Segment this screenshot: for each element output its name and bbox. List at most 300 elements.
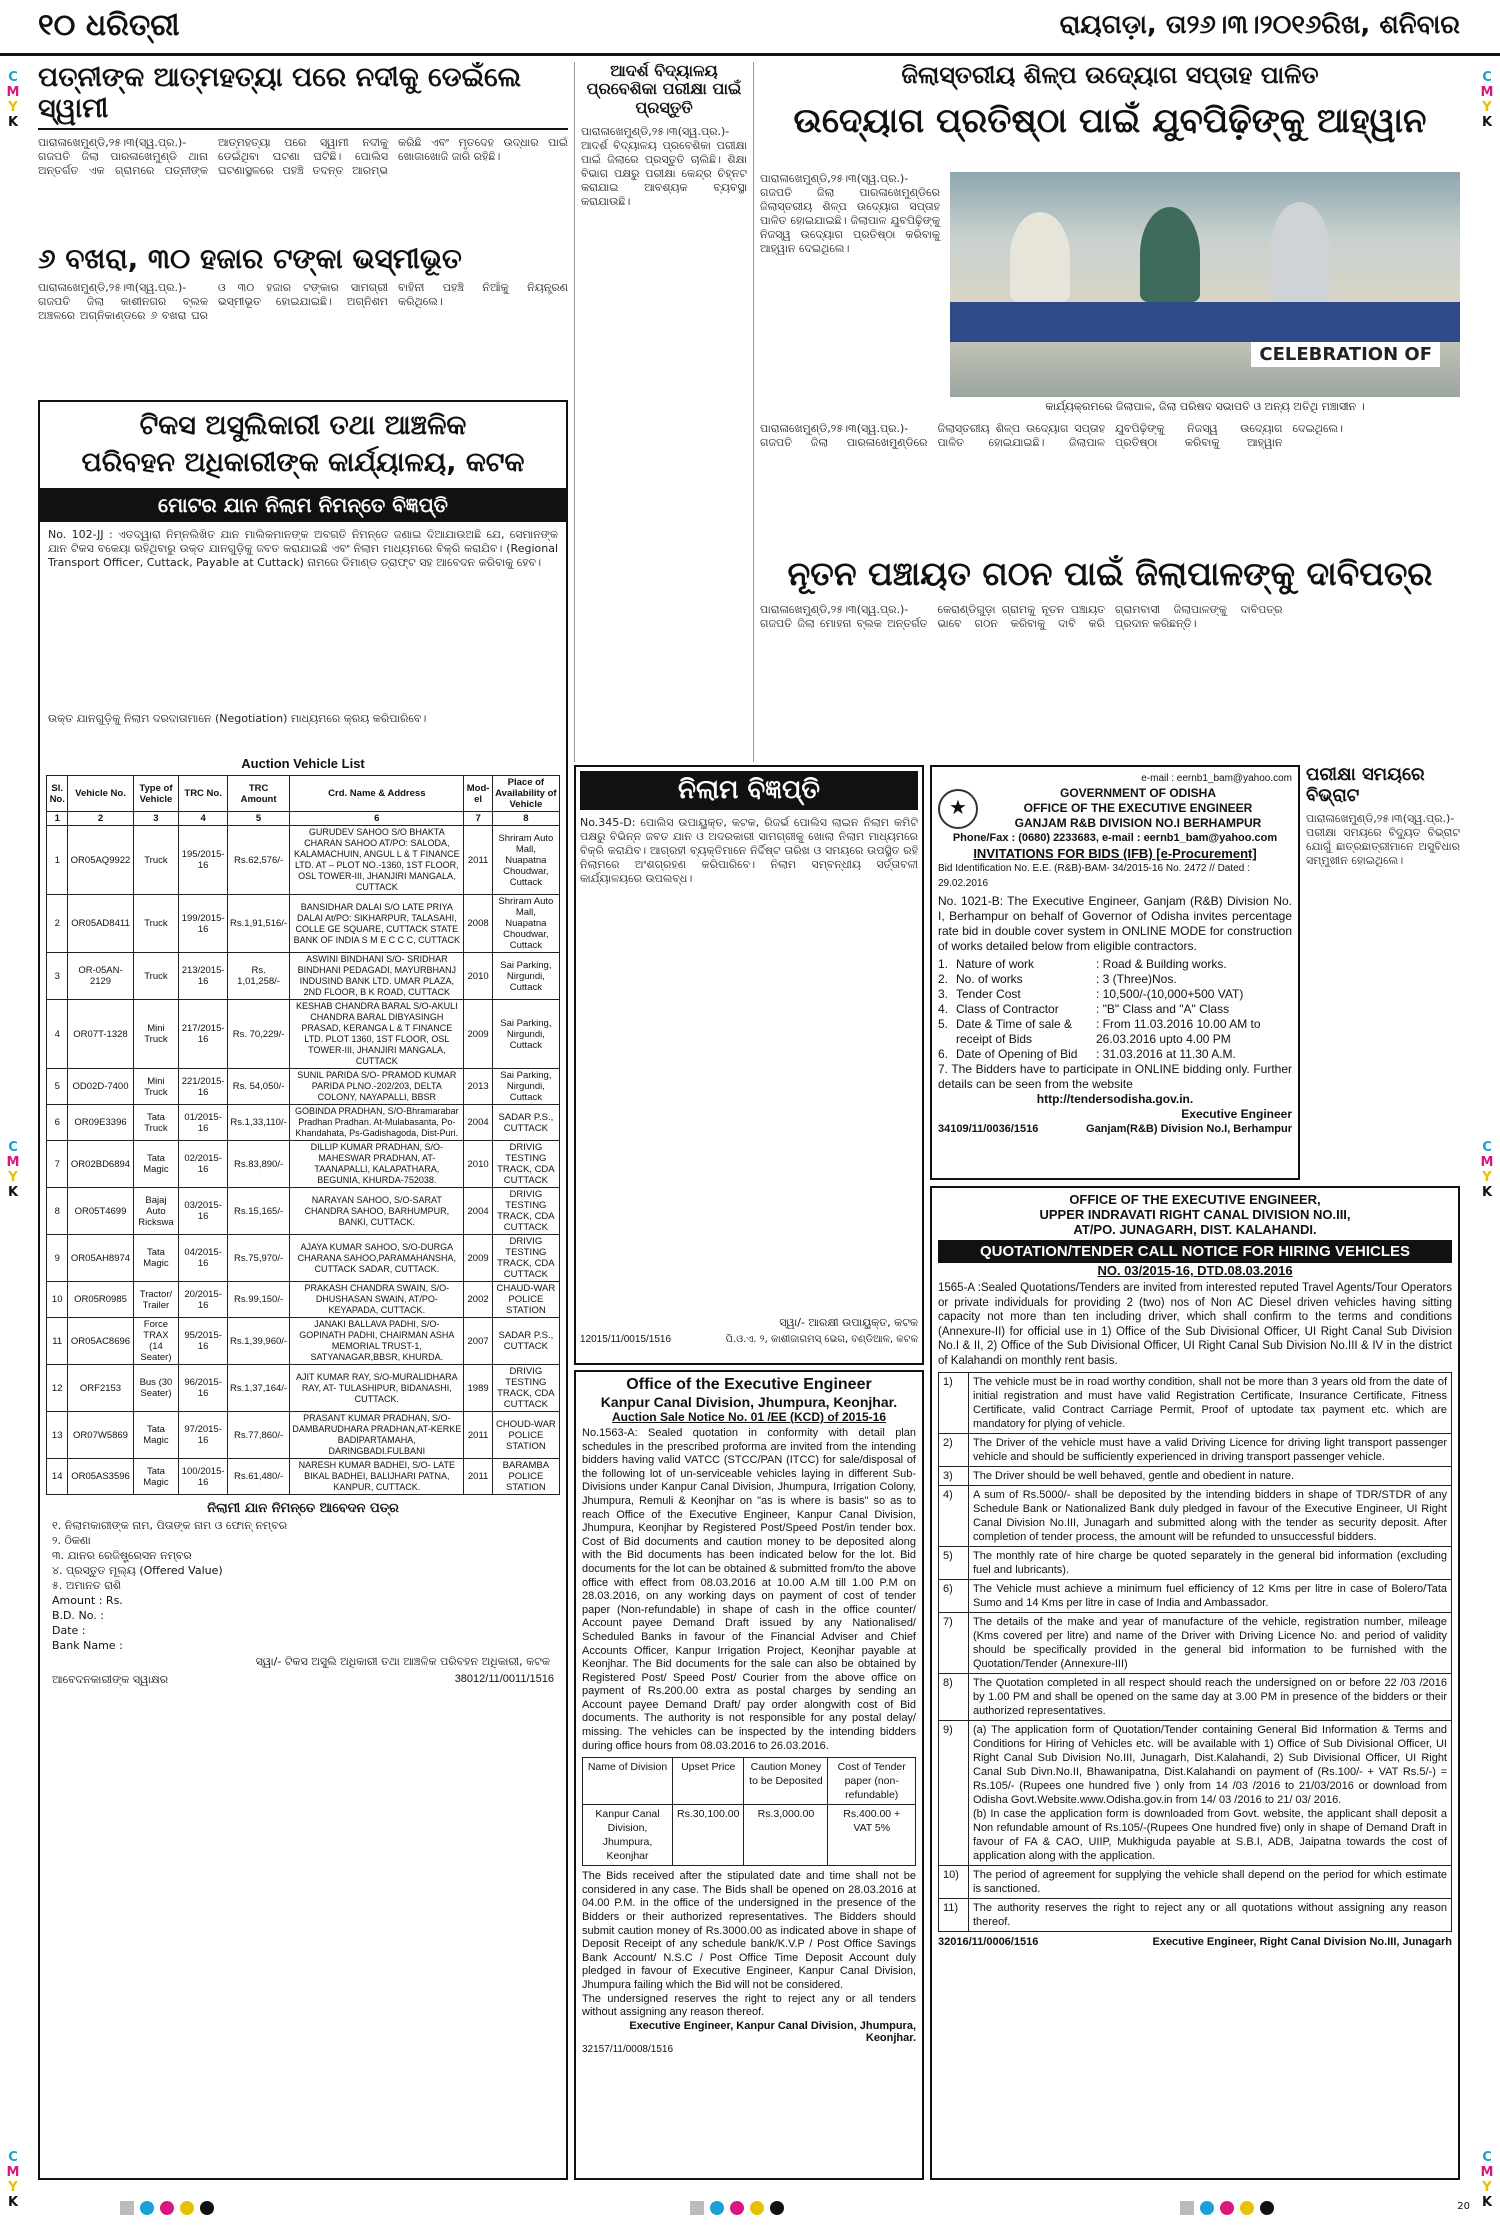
condition-text: The Driver should be well behaved, gentle and obedient in nature. [969,1467,1452,1486]
item-value: : Road & Building works. [1096,957,1227,971]
headline: ନୂତନ ପଞ୍ଚାୟତ ଗଠନ ପାଇଁ ଜିଲାପାଳଙ୍କୁ ଦାବିପତ୍ର [787,555,1433,593]
column-number: 7 [464,812,492,826]
column-number: 2 [68,812,133,826]
phone: Phone/Fax : (0680) 2233683, e-mail : eernb1_bam@yahoo.com [952,832,1278,844]
ad-title: ନିଲାମ ବିଜ୍ଞପ୍ତି [580,771,918,810]
table-cell: OR05R0985 [68,1282,133,1318]
table-cell: ASWINI BINDHANI S/O- SRIDHAR BINDHANI PEDAGADI, MAYURBHANJ INDUSIND BANK LTD. UMAR PLAZA, 2ND FLOOR, B K ROAD, CUTTACK [290,953,464,1000]
condition-text: The vehicle must be in road worthy condition, shall not be more than 3 years old from the date of initial registration and must have valid Registration Certificate, Insurance Certificate, Fitness Certificate, valid Contract Carriage Permit, Proof of uptodate tax payment etc. which are mandatory for plying of vehicle. [969,1373,1452,1434]
item-value: : 3 (Three)Nos. [1096,972,1177,986]
column-header: Upset Price [673,1758,744,1805]
corner-number: 20 [1457,2201,1470,2212]
table-cell: 2009 [464,1000,492,1069]
ad-ref: 32016/11/0006/1516 [938,1936,1039,1948]
item-number: 5. [938,1017,949,1031]
condition-text: The Vehicle must achieve a minimum fuel efficiency of 12 Kms per litre in case of Bolero/Tata Sumo and 14 Kms per litre in case of India and Ambassador. [969,1580,1452,1613]
table-cell: DRIVIG TESTING TRACK, CDA CUTTACK [492,1188,559,1235]
form-title: ନିଲାମୀ ଯାନ ନିମନ୍ତେ ଆବେଦନ ପତ୍ର [207,1501,399,1517]
form-field: ୨. ଠିକଣା [52,1534,91,1548]
table-row [47,1141,560,1188]
item-label: Tender Cost [956,987,1021,1001]
table-cell: Rs.77,860/- [227,1412,289,1459]
headline: ୬ ବଖରା, ୩୦ ହଜାର ଟଙ୍କା ଭସ୍ମୀଭୂତ [38,243,462,275]
item-label: No. of works [956,972,1023,986]
table-row [47,1188,560,1235]
table-cell: ORF2153 [68,1365,133,1412]
closing-text: The Bids received after the stipulated date and time shall not be considered in any case. The Bids shall be opened on 28.03.2016 at 04.00 P.M. in the office of the undersigned in the presence of the Bidders or their authorized representatives. The Bidders should submit caution money of Rs.3000.00 as indicated above in shape of Deposit Receipt of any schedule bank/K.V.P / Post Office Savings Bank Account/ N.S.C / Post Office Time Deposit Account duly pledged in favour of Executive Engineer, Kanpur Canal Division, Jhumpura failing which the Bid will not be considered. [582,1870,916,1991]
table-row [47,1069,560,1105]
article-body: ପାରାଳାଖେମୁଣ୍ଡି,୨୫।୩(ସ୍ୱ.ପ୍ର.)- ଗଜପତି ଜିଲା ମୋହନା ବ୍ଲକ ଅନ୍ତର୍ଗତ କେରାଣ୍ଡିଗୁଡ଼ା ଗ୍ରାମକୁ ନୂତନ ପଞ୍ଚାୟତ ଭାବେ ଗଠନ କରିବାକୁ ଦାବି କରି ଗ୍ରାମବାସୀ ଜିଲାପାଳଙ୍କୁ ଦାବିପତ୍ର ପ୍ରଦାନ କରିଛନ୍ତି। [760,602,1283,630]
table-cell: OR07T-1328 [68,1000,133,1069]
column-header: Place of Availability of Vehicle [492,776,559,812]
tender-title: QUOTATION/TENDER CALL NOTICE FOR HIRING VEHICLES [938,1240,1452,1263]
ad-motor-vehicle-auction [38,400,568,2180]
ad-junagarh-tender [930,1186,1460,2180]
table-row [47,1282,560,1318]
table-cell: Rs.30,100.00 [673,1805,744,1866]
table-cell: AJIT KUMAR RAY, S/O-MURALIDHARA RAY, AT- TULASHIPUR, BIDANASHI, CUTTACK. [290,1365,464,1412]
condition-row [939,1434,1452,1467]
ad-title-line2: ପରିବହନ ଅଧିକାରୀଙ୍କ କାର୍ଯ୍ୟାଳୟ, କଟକ [81,447,525,479]
applicant-signature-label: ଆବେଦନକାରୀଙ୍କ ସ୍ୱାକ୍ଷର [52,1673,169,1687]
ifb-intro: No. 1021-B: The Executive Engineer, Ganjam (R&B) Division No. I, Berhampur on behalf of Governor of Odisha invites percentage rate bid in double cover system in ONLINE MODE for construction of works detailed below from eligible contractors. [938,894,1292,953]
condition-number: 1) [939,1373,969,1434]
condition-row [939,1866,1452,1899]
ad-ref: 12015/11/0015/1516 [580,1334,672,1345]
article-body: ପାରାଳାଖେମୁଣ୍ଡି,୨୫।୩(ସ୍ୱ.ପ୍ର.)- ପରୀକ୍ଷା ସମୟରେ ବିଦ୍ୟୁତ ବିଭ୍ରାଟ ଯୋଗୁଁ ଛାତ୍ରଛାତ୍ରୀମାନେ ଅସୁବିଧାର ସମ୍ମୁଖୀନ ହୋଇଥିଲେ। [1306,812,1460,868]
photo-banner: CELEBRATION OF [1251,342,1440,367]
column-header: Cost of Tender paper (non-refundable) [828,1758,916,1805]
table-cell: 96/2015-16 [179,1365,228,1412]
table-cell: 213/2015-16 [179,953,228,1000]
kicker: ଜିଲାସ୍ତରୀୟ ଶିଳ୍ପ ଉଦ୍ୟୋଗ ସପ୍ତାହ ପାଳିତ [901,62,1319,89]
website-link[interactable]: http://tendersodisha.gov.in. [1036,1092,1194,1106]
column-number: 5 [227,812,289,826]
notice-number: Auction Sale Notice No. 01 /EE (KCD) of 2015-16 [611,1410,887,1424]
form-field: Bank Name : [52,1639,123,1653]
table-cell: JANAKI BALLAVA PADHI, S/O-GOPINATH PADHI, CHAIRMAN ASHA MEMORIAL TRUST-1, SATYANAGAR,BBSR, KHURDA. [290,1318,464,1365]
table-cell: 2011 [464,1412,492,1459]
article-exam-disruption [1306,765,1460,1180]
column-header: Name of Division [583,1758,673,1805]
table-cell: NARESH KUMAR BADHEI, S/O- LATE BIKAL BADHEI, BALIJHARI PATNA, KANPUR, CUTTACK. [290,1459,464,1495]
table-cell: Rs.400.00 + VAT 5% [828,1805,916,1866]
table-cell: Truck [133,895,179,953]
table-cell: Rs.15,165/- [227,1188,289,1235]
item-number: 4. [938,1002,949,1016]
table-cell: 02/2015-16 [179,1141,228,1188]
headline: ଉଦ୍ୟୋଗ ପ୍ରତିଷ୍ଠା ପାଇଁ ଯୁବପିଢ଼ିଙ୍କୁ ଆହ୍ୱାନ [793,100,1427,141]
office: OFFICE OF THE EXECUTIVE ENGINEER [1023,801,1253,815]
condition-number: 11) [939,1899,969,1932]
ad-subtitle: ମୋଟର ଯାନ ନିଲାମ ନିମନ୍ତେ ବିଜ୍ଞପ୍ତି [40,488,566,522]
ad-body: No.345-D: ପୋଲିସ ଉପାୟୁକ୍ତ, କଟକ, ରିଜର୍ଭ ପୋଲିସ ଲାଇନ ନିଲାମ କମିଟି ପକ୍ଷରୁ ବିଭିନ୍ନ ଜବତ ଯାନ ଓ ଅଦରକାରୀ ସାମଗ୍ରୀକୁ ଖୋଲା ନିଲାମ ମାଧ୍ୟମରେ ବିକ୍ରି କରାଯିବ। ଆଗ୍ରହୀ ବ୍ୟକ୍ତିମାନେ ନିର୍ଦ୍ଦିଷ୍ଟ ତାରିଖ ଓ ସମୟରେ ଉପସ୍ଥିତ ରହି ନିଲାମରେ ଅଂଶଗ୍ରହଣ କରିପାରିବେ। ନିଲାମ ସମ୍ବନ୍ଧୀୟ ସର୍ତ୍ତାବଳୀ କାର୍ଯ୍ୟାଳୟରେ ଉପଲବ୍ଧ। [580,816,918,885]
item-number: 2. [938,972,949,986]
table-cell: OR05T4699 [68,1188,133,1235]
table-cell: 12 [47,1365,68,1412]
table-cell: 97/2015-16 [179,1412,228,1459]
item-number: 1. [938,957,949,971]
table-row [47,1105,560,1141]
table-cell: 7 [47,1141,68,1188]
column-number: 3 [133,812,179,826]
form-field: Date : [52,1624,86,1638]
page-number: ୧୦ ଧରିତ୍ରୀ [38,8,180,43]
table-cell: SUNIL PARIDA S/O- PRAMOD KUMAR PARIDA PLNO.-202/203, DELTA COLONY, NAYAPALLI, BBSR [290,1069,464,1105]
table-cell: 13 [47,1412,68,1459]
condition-number: 9) [939,1721,969,1866]
table-cell: OD02D-7400 [68,1069,133,1105]
ifb-item [938,957,1292,972]
table-cell: BANSIDHAR DALAI S/O LATE PRIYA DALAI At/PO: SIKHARPUR, TALASAHI, COLLE GE SQUARE, CUTTACK STATE BANK OF INDIA S M E C C C, CUTTACK [290,895,464,953]
dateline: ରାୟଗଡ଼ା, ତା୨୬।୩।୨୦୧୬ରିଖ, ଶନିବାର [1059,10,1460,40]
signature: ସ୍ୱା/- ଆରକ୍ଷୀ ଉପାୟୁକ୍ତ, କଟକ [779,1316,918,1329]
form-field: ୩. ଯାନର ରେଜିଷ୍ଟ୍ରେସନ ନମ୍ବର [52,1549,192,1563]
item-label: Class of Contractor [956,1002,1059,1016]
division: Kanpur Canal Division, Jhumpura, Keonjhar. [600,1394,898,1410]
table-cell: Tata Magic [133,1459,179,1495]
item-number: 6. [938,1047,949,1061]
column-header: Mod-el [464,776,492,812]
table-cell: 14 [47,1459,68,1495]
ad-title: Office of the Executive Engineer [626,1376,872,1393]
ad-footer: Ganjam(R&B) Division No.I, Berhampur [1086,1123,1292,1135]
table-cell: Rs.3,000.00 [744,1805,828,1866]
event-photo [950,172,1460,397]
condition-text: (a) The application form of Quotation/Tender containing General Bid Information & Terms and Conditions for Hiring of Vehicles etc. will be available with 1) Office of Sub Divisional Officer, UI Right Canal Sub Division No.III, Junagarh, Dist.Kalahandi, 2) Sub Divisional Officer, UI Right Canal Sub Divn.No.II, Bhawanipatna, Dist.Kalahandi on payment of (Rs.100/- + VAT Rs.5/-) = Rs.105/- (Rupees one hundred five ) only from 14 /03 /2016 to 21/03/2016 or download from Odisha Govt.Website.www.Odisha.gov.in from 14/ 03 /2016 to 21/ 03/ 2016. (b) In case the application form is downloaded from Govt. website, the applicant shall deposit a Non refundable amount of Rs.105/-(Rupees One hundred five) only in shape of Demand Draft in favour of FA & CAO, UIIP, Mukhiguda payable at S.B.I, ADB, Jaipatna towards the cost of application along with the application. [969,1721,1452,1866]
ad-address: ପି.ଓ.ଏ. ୨, କାଶୀଜାଗମସ୍ ଭେଗ, ବଣ୍ଡିଆଳ, କଟକ [725,1334,918,1345]
article-new-panchayat [760,555,1460,755]
table-cell: 6 [47,1105,68,1141]
article-body: ପାରାଳାଖେମୁଣ୍ଡି,୨୫।୩(ସ୍ୱ.ପ୍ର.)- ଗଜପତି ଜିଲା ପାରଳାଖେମୁଣ୍ଡି ଥାନା ଅନ୍ତର୍ଗତ ଏକ ଗ୍ରାମରେ ପତ୍ନୀଙ୍କ ଆତ୍ମହତ୍ୟା ପରେ ସ୍ୱାମୀ ନଦୀକୁ ଡେଇଁଥିବା ଘଟଣା ଘଟିଛି। ପୋଲିସ ଘଟଣାସ୍ଥଳରେ ପହଞ୍ଚି ତଦନ୍ତ ଆରମ୍ଭ କରିଛି ଏବଂ ମୃତଦେହ ଉଦ୍ଧାର ପାଇଁ ଖୋଜାଖୋଜି ଜାରି ରହିଛି। [38,136,568,178]
column-header: Caution Money to be Deposited [744,1758,828,1805]
condition-number: 3) [939,1467,969,1486]
table-cell: Rs. 1,01,258/- [227,953,289,1000]
column-header: Sl. No. [47,776,68,812]
table-cell: OR05AH8974 [68,1235,133,1282]
table-cell: 2004 [464,1188,492,1235]
item-value: : 31.03.2016 at 11.30 A.M. [1096,1047,1236,1061]
signer: Executive Engineer, Kanpur Canal Division, Jhumpura, Keonjhar. [629,2019,916,2044]
table-cell: NARAYAN SAHOO, S/O-SARAT CHANDRA SAHOO, BARHUMPUR, BANKI, CUTTACK. [290,1188,464,1235]
table-cell: Rs.1,39,960/- [227,1318,289,1365]
condition-row [939,1899,1452,1932]
table-cell: CHAUD-WAR POLICE STATION [492,1282,559,1318]
table-cell: Tata Truck [133,1105,179,1141]
table-cell: 2008 [464,895,492,953]
tender-intro: 1565-A :Sealed Quotations/Tenders are invited from interested reputed Travel Agents/Tour Operators or private individuals for providing 2 (two) nos of Non AC Diesel driven vehicles having sitting capacity not more than ten including driver, which shall confirm to the terms and conditions (Annexure-II) for official use in 1) Office of the Sub Divisional Officer, UI Right Canal Sub Division No.I & II, 2) Office of the Sub Divisional Officer, UI Right Canal Sub Division No.III & IV in the district of Kalahandi on monthly rent basis. [938,1282,1452,1367]
condition-row [939,1547,1452,1580]
table-cell: 2011 [464,826,492,895]
table-cell: Rs.61,480/- [227,1459,289,1495]
condition-row [939,1721,1452,1866]
table-row [47,826,560,895]
table-cell: Kanpur Canal Division, Jhumpura, Keonjhar [583,1805,673,1866]
table-cell: SADAR P.S., CUTTACK [492,1318,559,1365]
condition-row [939,1613,1452,1674]
print-color-bars [0,2195,1500,2225]
condition-row [939,1486,1452,1547]
government: GOVERNMENT OF ODISHA [1059,786,1216,800]
table-cell: Rs.1,33,110/- [227,1105,289,1141]
table-cell: BARAMBA POLICE STATION [492,1459,559,1495]
note7: 7. The Bidders have to participate in ONLINE bidding only. Further details can be seen from the website [938,1062,1292,1091]
item-label: Date of Opening of Bid [956,1047,1078,1061]
address: AT/PO. JUNAGARH, DIST. KALAHANDI. [1073,1222,1317,1237]
table-title: Auction Vehicle List [241,756,365,772]
table-cell: Rs.75,970/- [227,1235,289,1282]
table-cell: 04/2015-16 [179,1235,228,1282]
condition-number: 7) [939,1613,969,1674]
column-header: Vehicle No. [68,776,133,812]
table-cell: PRAKASH CHANDRA SWAIN, S/O-DHUSHASAN SWAIN, AT/PO-KEYAPADA, CUTTACK. [290,1282,464,1318]
email: e-mail : eernb1_bam@yahoo.com [1141,773,1292,784]
form-field: ୪. ପ୍ରସ୍ତୁତ ମୂଲ୍ୟ (Offered Value) [52,1564,223,1578]
ifb-item [938,1002,1292,1017]
table-cell: Tata Magic [133,1141,179,1188]
article-body: ପାରାଳାଖେମୁଣ୍ଡି,୨୫।୩(ସ୍ୱ.ପ୍ର.)- ଗଜପତି ଜିଲା ପାରଳାଖେମୁଣ୍ଡିରେ ଜିଲାସ୍ତରୀୟ ଶିଳ୍ପ ଉଦ୍ୟୋଗ ସପ୍ତାହ ପାଳିତ ହୋଇଯାଇଛି। ଜିଲାପାଳ ଯୁବପିଢ଼ିଙ୍କୁ ନିଜସ୍ୱ ଉଦ୍ୟୋଗ ପ୍ରତିଷ୍ଠା କରିବାକୁ ଆହ୍ୱାନ ଦେଇଥିଲେ। [760,172,940,255]
table-row [47,1318,560,1365]
form-field: ୧. ନିଲାମକାରୀଙ୍କ ନାମ, ପିତାଙ୍କ ନାମ ଓ ଫୋନ୍ ନମ୍ବର [52,1519,288,1533]
table-cell: 01/2015-16 [179,1105,228,1141]
table-cell: Sai Parking, Nirgundi, Cuttack [492,1069,559,1105]
article-body: ପାରାଳାଖେମୁଣ୍ଡି,୨୫।୩(ସ୍ୱ.ପ୍ର.)- ଆଦର୍ଶ ବିଦ୍ୟାଳୟ ପ୍ରବେଶିକା ପରୀକ୍ଷା ପାଇଁ ଜିଲାରେ ପ୍ରସ୍ତୁତି ଚାଲିଛି। ଶିକ୍ଷା ବିଭାଗ ପକ୍ଷରୁ ପରୀକ୍ଷା କେନ୍ଦ୍ର ଚିହ୍ନଟ କରାଯାଇ ଆବଶ୍ୟକ ବ୍ୟବସ୍ଥା କରାଯାଉଛି। [581,125,747,209]
table-cell: 2009 [464,1235,492,1282]
table-cell: 4 [47,1000,68,1069]
table-cell: Tata Magic [133,1235,179,1282]
registration-mark: C M Y K [1480,1140,1494,1200]
table-cell: OR05AQ9922 [68,826,133,895]
table-cell: 2007 [464,1318,492,1365]
condition-text: The authority reserves the right to reject any or all quotations without assigning any reason thereof. [969,1899,1452,1932]
condition-text: The monthly rate of hire charge be quoted separately in the general bid information (excluding fuel and lubricants). [969,1547,1452,1580]
column-header: Type of Vehicle [133,776,179,812]
item-value: : From 11.03.2016 10.00 AM to 26.03.2016 upto 4.00 PM [1096,1017,1261,1046]
table-cell: Bus (30 Seater) [133,1365,179,1412]
registration-mark: C M Y K [6,70,20,130]
division: UPPER INDRAVATI RIGHT CANAL DIVISION NO.III, [1039,1207,1351,1222]
column-header: Crd. Name & Address [290,776,464,812]
table-cell: 199/2015-16 [179,895,228,953]
table-cell: Rs.99,150/- [227,1282,289,1318]
table-cell: OR-05AN-2129 [68,953,133,1000]
table-cell: DILLIP KUMAR PRADHAN, S/O-MAHESWAR PRADHAN, AT- TAANAPALLI, KALAPATHARA, BEGUNIA, KHURDA-752038. [290,1141,464,1188]
article-body-continued: ପାରାଳାଖେମୁଣ୍ଡି,୨୫।୩(ସ୍ୱ.ପ୍ର.)- ଗଜପତି ଜିଲା ପାରଳାଖେମୁଣ୍ଡିରେ ଜିଲାସ୍ତରୀୟ ଶିଳ୍ପ ଉଦ୍ୟୋଗ ସପ୍ତାହ ପାଳିତ ହୋଇଯାଇଛି। ଜିଲାପାଳ ଯୁବପିଢ଼ିଙ୍କୁ ନିଜସ୍ୱ ଉଦ୍ୟୋଗ ପ୍ରତିଷ୍ଠା କରିବାକୁ ଆହ୍ୱାନ ଦେଇଥିଲେ। [760,422,1343,449]
table-cell: Tractor/ Trailer [133,1282,179,1318]
table-cell: Mini Truck [133,1000,179,1069]
table-cell: 9 [47,1235,68,1282]
table-cell: OR09E3396 [68,1105,133,1141]
registration-mark: C M Y K [1480,70,1494,130]
auction-vehicle-table [46,775,560,1495]
table-cell: OR05AD8411 [68,895,133,953]
condition-number: 10) [939,1866,969,1899]
ad-nilam-notice [574,765,924,1365]
table-cell: Rs.1,37,164/- [227,1365,289,1412]
table-cell: AJAYA KUMAR SAHOO, S/O-DURGA CHARANA SAHOO,PARAMAHANSHA, CUTTACK SADAR, CUTTACK. [290,1235,464,1282]
office: OFFICE OF THE EXECUTIVE ENGINEER, [1069,1192,1321,1207]
table-cell: 2010 [464,953,492,1000]
division: GANJAM R&B DIVISION NO.I BERHAMPUR [1014,816,1262,830]
column-header: TRC Amount [227,776,289,812]
ifb-item [938,1017,1292,1047]
table-row [47,1365,560,1412]
table-cell: Mini Truck [133,1069,179,1105]
table-cell: DRIVIG TESTING TRACK, CDA CUTTACK [492,1365,559,1412]
table-cell: OR02BD6894 [68,1141,133,1188]
condition-number: 6) [939,1580,969,1613]
table-cell: Rs.83,890/- [227,1141,289,1188]
ad-ref: 34109/11/0036/1516 [938,1123,1039,1135]
column-number: 8 [492,812,559,826]
article-industry-week [760,62,1460,552]
item-value: : 10,500/-(10,000+500 VAT) [1096,987,1244,1001]
column-number: 6 [290,812,464,826]
table-cell: 95/2015-16 [179,1318,228,1365]
photo-caption: କାର୍ଯ୍ୟକ୍ରମରେ ଜିଲାପାଳ, ଜିଲା ପରିଷଦ ସଭାପତି ଓ ଅନ୍ୟ ଅତିଥି ମଞ୍ଚାସୀନ । [1045,400,1365,413]
registration-mark: C M Y K [6,1140,20,1200]
table-cell: 2 [47,895,68,953]
table-cell: 10 [47,1282,68,1318]
column-number: 1 [47,812,68,826]
table-cell: 20/2015-16 [179,1282,228,1318]
table-cell: Rs. 54,050/- [227,1069,289,1105]
article-body: ପାରାଳାଖେମୁଣ୍ଡି,୨୫।୩(ସ୍ୱ.ପ୍ର.)- ଗଜପତି ଜିଲା କାଶୀନଗର ବ୍ଲକ ଅଞ୍ଚଳରେ ଅଗ୍ନିକାଣ୍ଡରେ ୬ ବଖରା ଘର ଓ ୩୦ ହଜାର ଟଙ୍କାର ସାମଗ୍ରୀ ଭସ୍ମୀଭୂତ ହୋଇଯାଇଛି। ଅଗ୍ନିଶମ ବାହିନୀ ପହଞ୍ଚି ନିଆଁକୁ ନିୟନ୍ତ୍ରଣ କରିଥିଲେ। [38,281,568,323]
table-cell: 11 [47,1318,68,1365]
condition-row [939,1580,1452,1613]
item-label: Nature of work [956,957,1035,971]
table-cell: GURUDEV SAHOO S/O BHAKTA CHARAN SAHOO AT/PO: SALODA, KALAMACHUIN, ANGUL L & T FINANCE LTD. AT – PLOT NO.-1360, 1ST FLOOR, OSL TOWER-III, JHANJIRI MANGALA, CUTTACK [290,826,464,895]
bidder-note: ଉକ୍ତ ଯାନଗୁଡ଼ିକୁ ନିଲାମ ଦରଦାତାମାନେ (Negotiation) ମାଧ୍ୟମରେ କ୍ରୟ କରିପାରିବେ। [48,712,427,726]
condition-row [939,1674,1452,1721]
table-cell: Force TRAX (14 Seater) [133,1318,179,1365]
form-field: Amount : Rs. [52,1594,123,1608]
table-row [47,1412,560,1459]
column-header: TRC No. [179,776,228,812]
condition-number: 5) [939,1547,969,1580]
signer: Executive Engineer, Right Canal Division No.III, Junagarh [1152,1936,1452,1948]
article-fire [38,243,568,393]
table-cell: Rs.1,91,516/- [227,895,289,953]
article-adarsha-vidyalaya [574,62,754,762]
form-field: ୫. ଅମାନତ ରାଶି [52,1579,122,1593]
table-cell: 2010 [464,1141,492,1188]
condition-text: A sum of Rs.5000/- shall be deposited by the intending bidders in shape of TDR/STDR of any Schedule Bank or Nationalized Bank duly pledged in favour of the Executive Engineer, UI Right Canal Division No.III, Junagarh and submitted along with the tender as security deposit. After completion of tender process, the amount will be refunded to unsuccessful bidders. [969,1486,1452,1547]
ad-body: No.1563-A: Sealed quotation in conformity with detail plan schedules in the prescribed proforma are invited from the intending bidders having valid VATCC (STCC/PAN (ITCC) for sale/disposal of the following lot of un-serviceable vehicles laying in different Sub-Divisions under Kanpur Canal Division, Jhumpura, Irrigation Colony, Jhumpura, Remuli & Keonjhar on "as is where is basis" so as to reach Office of the Executive Engineer, Kanpur Canal Division, Jhumpura, Keonjhar by Registered Post/Speed Post/in tender box. Cost of Bid documents and caution money to be deposited along with the Bid documents has been indicated below for the lot. Bid documents for the lot can be obtained & submitted from/to the above office with effect from 08.03.2016 at 10.00 A.M till 1.00 P.M on 28.03.2016, on any working days on payment of cost of tender paper (Non-refundable) in shape of cash in the office counter/ Account payee Demand Draft issued by any Nationalised/ Scheduled Banks in favour of the Financial Adviser and Chief Accounts Officer, Kanpur Irrigation Project, Keonjhar payable at Keonjhar. The Bid documents for the sale can also be obtained by Registered Post/ Speed Post/ Courier from the above office on payment of Rs.200.00 extra as postal charges by sending an Account payee Demand Draft/ pay order alongwith cost of Bid documents. The authority is not responsible for any postal delay/ missing. The vehicles can be inspected by the intending bidders during office hours from 08.03.2016 to 26.03.2016. [582,1427,916,1752]
headline: ପତ୍ନୀଙ୍କ ଆତ୍ମହତ୍ୟା ପରେ ନଦୀକୁ ଡେଇଁଲେ ସ୍ୱାମୀ [38,62,568,130]
table-cell: Sai Parking, Nirgundi, Cuttack [492,1000,559,1069]
table-cell: Truck [133,953,179,1000]
government-emblem-icon: ★ [938,789,978,829]
ifb-item [938,987,1292,1002]
page-header [0,0,1500,56]
table-cell: DRIVIG TESTING TRACK, CDA CUTTACK [492,1141,559,1188]
table-cell: Tata Magic [133,1412,179,1459]
table-cell: GOBINDA PRADHAN, S/O-Bhramarabar Pradhan Pradhan. At-Mulabasanta, Po-Khandahata, Ps-Gadishagoda, Dist-Puri. [290,1105,464,1141]
table-cell: Rs.62,576/- [227,826,289,895]
table-cell: Truck [133,826,179,895]
table-cell: 221/2015-16 [179,1069,228,1105]
table-cell: 2011 [464,1459,492,1495]
ifb-item [938,972,1292,987]
table-cell: OR07W5869 [68,1412,133,1459]
form-field: B.D. No. : [52,1609,104,1623]
condition-number: 4) [939,1486,969,1547]
ad-ifb-ganjam [930,765,1300,1180]
column-number: 4 [179,812,228,826]
condition-text: The details of the make and year of manufacture of the vehicle, registration number, mileage (Kms covered per litre) and name of the Driver with Driving Licence No. and period of validity should be specifically provided in the general bid information to be furnished with the Quotation/Tender (Annexure-III) [969,1613,1452,1674]
table-cell: 195/2015-16 [179,826,228,895]
lot-table [582,1757,916,1866]
table-cell: 8 [47,1188,68,1235]
table-cell: 217/2015-16 [179,1000,228,1069]
item-value: : "B" Class and "A" Class [1096,1002,1230,1016]
table-cell: 100/2015-16 [179,1459,228,1495]
table-cell: Shriram Auto Mall, Nuapatna Choudwar, Cuttack [492,895,559,953]
table-cell: Bajaj Auto Rickswa [133,1188,179,1235]
table-cell: 1989 [464,1365,492,1412]
table-cell: Shriram Auto Mall, Nuapatna Choudwar, Cuttack [492,826,559,895]
table-cell: Sai Parking, Nirgundi, Cuttack [492,953,559,1000]
condition-text: The Quotation completed in all respect should reach the undersigned on or before 22 /03 /2016 by 1.00 PM and shall be opened on the same day at 3.00 PM in presence of the bidders or their authorized representatives. [969,1674,1452,1721]
table-cell: 2002 [464,1282,492,1318]
condition-text: The Driver of the vehicle must have a valid Driving Licence for driving light transport passenger vehicle and should be sufficiently experienced in driving transport passenger vehicle. [969,1434,1452,1467]
ifb-item [938,1047,1292,1062]
ad-ref: 38012/11/0011/1516 [454,1673,554,1686]
headline: ପରୀକ୍ଷା ସମୟରେ ବିଭ୍ରାଟ [1306,765,1425,806]
ifb-title: INVITATIONS FOR BIDS (IFB) [e-Procurement] [973,846,1257,861]
item-label: Date & Time of sale & receipt of Bids [956,1017,1073,1046]
table-cell: OR05AS3596 [68,1459,133,1495]
table-cell: DRIVIG TESTING TRACK, CDA CUTTACK [492,1235,559,1282]
ad-kanpur-auction [574,1370,924,2180]
table-cell: KESHAB CHANDRA BARAL S/O-AKULI CHANDRA BARAL DIBYASINGH PRASAD, KERANGA L & T FINANCE LTD. PLOT 1360, 1ST FLOOR, OSL TOWER-III, JHANJIRI MANGALA, CUTTACK [290,1000,464,1069]
table-cell: CHOUD-WAR POLICE STATION [492,1412,559,1459]
table-cell: 5 [47,1069,68,1105]
table-cell: Rs. 70,229/- [227,1000,289,1069]
item-number: 3. [938,987,949,1001]
table-cell: OR05AC8696 [68,1318,133,1365]
reserve-text: The undersigned reserves the right to reject any or all tenders without assigning any reason thereof. [582,1992,916,2019]
tender-number: NO. 03/2015-16, DTD.08.03.2016 [1097,1263,1293,1278]
condition-row [939,1467,1452,1486]
table-row [47,953,560,1000]
table-row [47,1235,560,1282]
headline: ଆଦର୍ଶ ବିଦ୍ୟାଳୟ ପ୍ରବେଶିକା ପରୀକ୍ଷା ପାଇଁ ପ୍ରସ୍ତୁତି [586,62,742,117]
table-row [47,1459,560,1495]
table-row [47,1000,560,1069]
conditions-table [938,1372,1452,1932]
notice-text: No. 102-JJ : ଏତଦ୍ୱାରା ନିମ୍ନଲିଖିତ ଯାନ ମାଲିକମାନଙ୍କ ଅବଗତି ନିମନ୍ତେ ଜଣାଇ ଦିଆଯାଉଅଛି ଯେ, ସେମାନଙ୍କ ଯାନ ଟିକସ ବକେୟା ରହିଥିବାରୁ ଉକ୍ତ ଯାନଗୁଡ଼ିକୁ ଜବତ କରାଯାଇଛି ଏବଂ ନିଲାମ ମାଧ୍ୟମରେ ବିକ୍ରି କରାଯିବ। (Regional Transport Officer, Cuttack, Payable at Cuttack) ନାମରେ ଡିମାଣ୍ଡ ଡ୍ରାଫ୍ଟ ସହ ଆବେଦନ କରିବାକୁ ହେବ। [48,528,558,570]
condition-number: 2) [939,1434,969,1467]
registration-mark: C M Y K [6,2150,20,2210]
table-cell: 03/2015-16 [179,1188,228,1235]
ad-title: ଟିକସ ଅସୁଲିକାରୀ ତଥା ଆଞ୍ଚଳିକ [139,410,467,441]
ad-ref: 32157/11/0008/1516 [582,2043,674,2055]
table-cell: 3 [47,953,68,1000]
table-cell: PRASANT KUMAR PRADHAN, S/O-DAMBARUDHARA PRADHAN,AT-KERKE BADIPARTAMAHA, DARINGBADI.FULBANI [290,1412,464,1459]
condition-text: The period of agreement for supplying the vehicle shall depend on the period for which estimate is sanctioned. [969,1866,1452,1899]
bid-id: Bid Identification No. E.E. (R&B)-BAM- 34/2015-16 No. 2472 // Dated : 29.02.2016 [938,863,1250,889]
table-cell: 2004 [464,1105,492,1141]
signer: Executive Engineer [1181,1107,1292,1121]
table-cell: SADAR P.S., CUTTACK [492,1105,559,1141]
registration-mark: C M Y K [1480,2150,1494,2210]
table-row [47,895,560,953]
signature: ସ୍ୱା/- ଟିକସ ଅସୁଲି ଅଧିକାରୀ ତଥା ଆଞ୍ଚଳିକ ପରିବହନ ଅଧିକାରୀ, କଟକ [255,1655,550,1669]
article-husband-river [38,62,568,242]
table-cell: 2013 [464,1069,492,1105]
